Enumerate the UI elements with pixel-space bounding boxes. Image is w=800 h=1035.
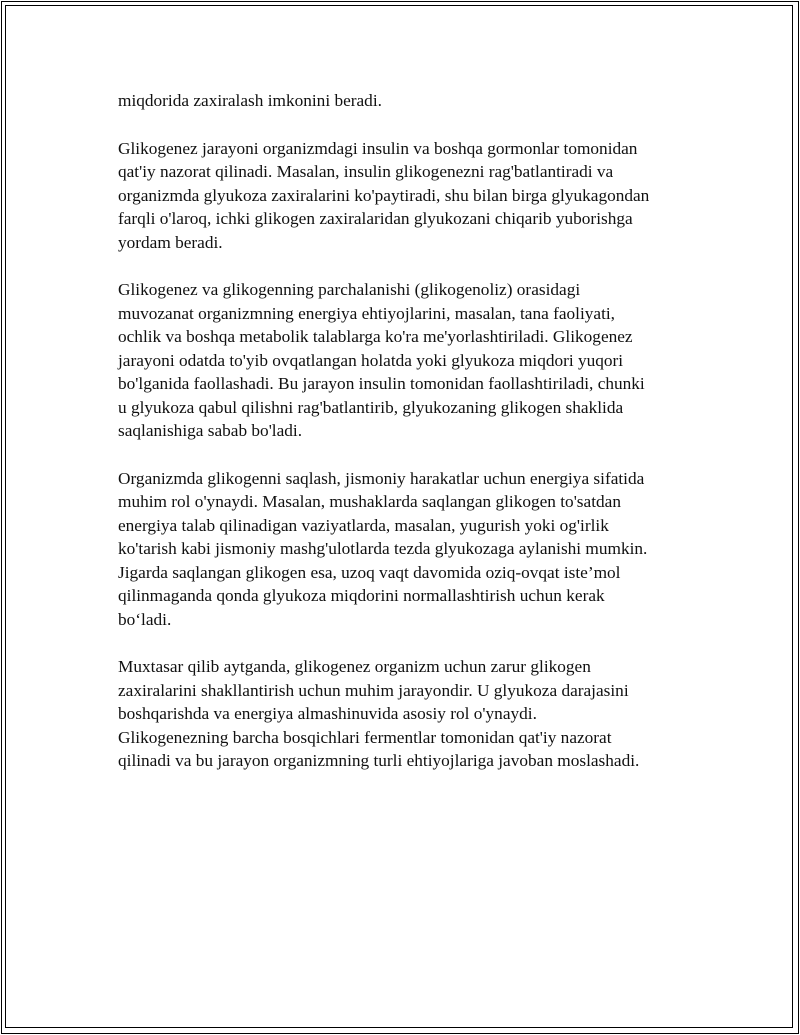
paragraph: miqdorida zaxiralash imkonini beradi. bbox=[118, 91, 382, 110]
paragraph: Muxtasar qilib aytganda, glikogenez organizm uchun zarur glikogen zaxiralarini shakllantirish uchun muhim jarayondir. U glyukoza darajasini boshqarishda va energiya almashinuvida asosiy rol o'ynaydi. Glikogenezning barcha bosqichlari fermentlar tomonidan qat'iy nazorat qilinadi va bu jarayon organizmning turli ehtiyojlariga javoban moslashadi. bbox=[118, 657, 640, 770]
document-body bbox=[118, 89, 718, 797]
paragraph: Glikogenez va glikogenning parchalanishi (glikogenoliz) orasidagi muvozanat organizmning energiya ehtiyojlarini, masalan, tana faoliyati, ochlik va boshqa metabolik talablarga ko'ra me'yorlashtiriladi. Glikogenez jarayoni odatda to'yib ovqatlangan holatda yoki glyukoza miqdori yuqori bo'lganida faollashadi. Bu jarayon insulin tomonidan faollashtiriladi, chunki u glyukoza qabul qilishni rag'batlantirib, glyukozaning glikogen shaklida saqlanishiga sabab bo'ladi. bbox=[118, 280, 645, 440]
paragraph: Glikogenez jarayoni organizmdagi insulin va boshqa gormonlar tomonidan qat'iy nazorat qilinadi. Masalan, insulin glikogenezni rag'batlantiradi va organizmda glyukoza zaxiralarini ko'paytiradi, shu bilan birga glyukagondan farqli o'laroq, ichki glikogen zaxiralaridan glyukozani chiqarib yuborishga yordam beradi. bbox=[118, 138, 650, 252]
paragraph: Organizmda glikogenni saqlash, jismoniy harakatlar uchun energiya sifatida muhim rol o'ynaydi. Masalan, mushaklarda saqlangan glikogen to'satdan energiya talab qilinadigan vaziyatlarda, masalan, yugurish yoki og'irlik ko'tarish kabi jismoniy mashg'ulotlarda tezda glyukozaga aylanishi mumkin. Jigarda saqlangan glikogen esa, uzoq vaqt davomida oziq-ovqat iste’mol qilinmaganda qonda glyukoza miqdorini normallashtirish uchun kerak bo‘ladi. bbox=[118, 468, 648, 629]
